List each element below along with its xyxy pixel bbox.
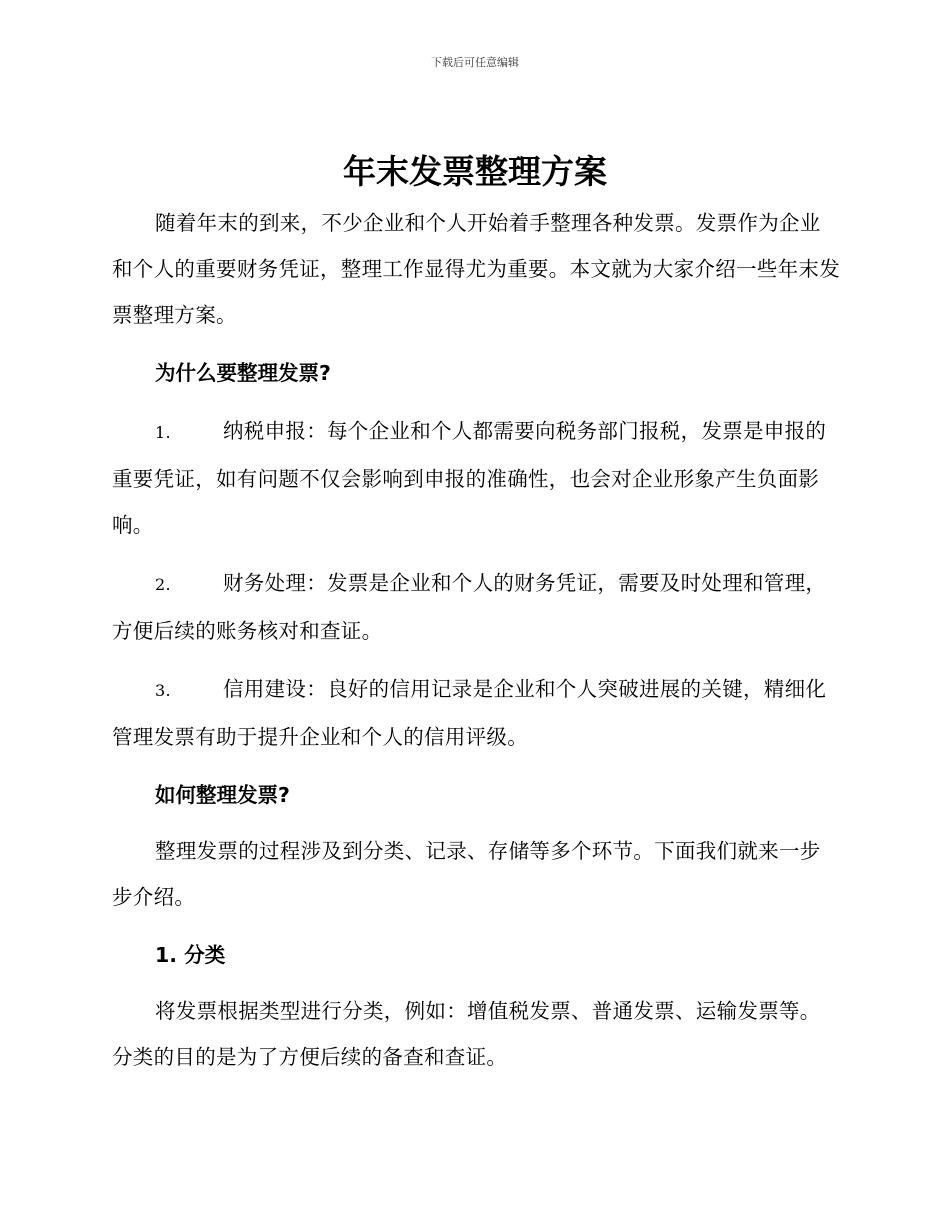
- intro-paragraph: 随着年末的到来，不少企业和个人开始着手整理各种发票。发票作为企业和个人的重要财务凭证，整理工作显得尤为重要。本文就为大家介绍一些年末发票整理方案。: [112, 211, 840, 327]
- section-heading-classify: 1. 分类: [155, 943, 226, 967]
- section-heading-why: 为什么要整理发票?: [155, 361, 331, 385]
- list-number: 3.: [155, 681, 171, 700]
- classify-paragraph: 将发票根据类型进行分类，例如：增值税发票、普通发票、运输发票等。分类的目的是为了方便后续的备查和查证。: [112, 999, 821, 1069]
- list-item: [112, 560, 840, 654]
- list-number: 2.: [155, 575, 171, 594]
- list-item: [112, 408, 840, 548]
- section-heading-how: 如何整理发票?: [155, 783, 290, 807]
- document-body: [112, 200, 840, 1080]
- how-intro-paragraph: 整理发票的过程涉及到分类、记录、存储等多个环节。下面我们就来一步步介绍。: [112, 839, 821, 909]
- list-number: 1.: [155, 423, 171, 442]
- list-item: [112, 666, 840, 760]
- document-title: 年末发票整理方案: [343, 152, 607, 191]
- list-item-text: 财务处理：发票是企业和个人的财务凭证，需要及时处理和管理，方便后续的账务核对和查证。: [112, 571, 827, 643]
- header-note: 下载后可任意编辑: [431, 56, 519, 69]
- list-item-text: 纳税申报：每个企业和个人都需要向税务部门报税，发票是申报的重要凭证，如有问题不仅会影响到申报的准确性，也会对企业形象产生负面影响。: [112, 419, 827, 537]
- list-item-text: 信用建设：良好的信用记录是企业和个人突破进展的关键，精细化管理发票有助于提升企业和个人的信用评级。: [112, 677, 827, 749]
